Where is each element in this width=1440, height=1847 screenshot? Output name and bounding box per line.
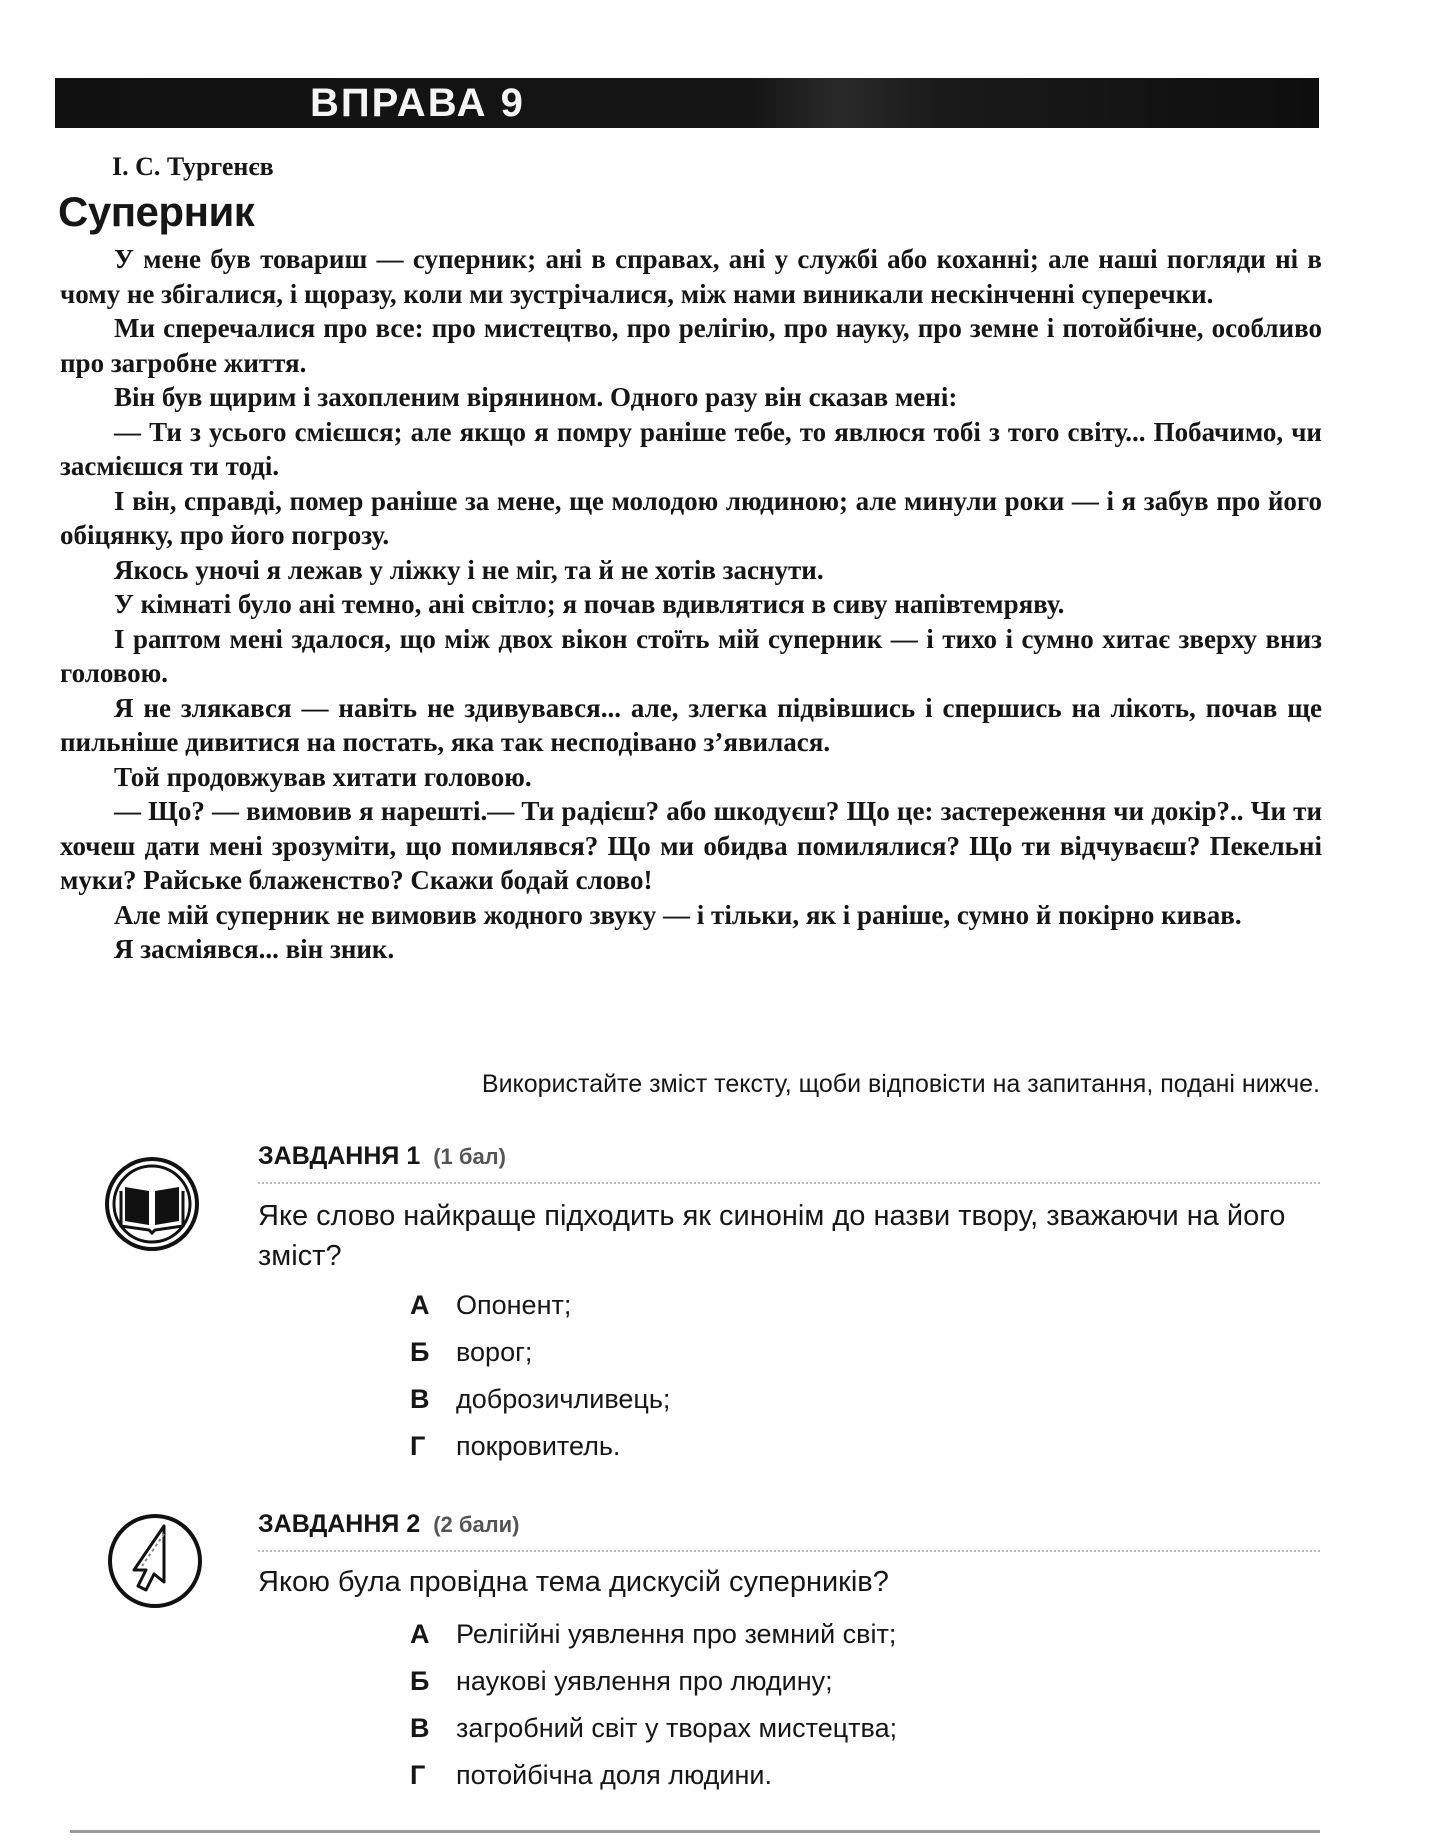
story-paragraph: Той продовжував хитати головою. <box>114 761 532 792</box>
story-paragraph: Я не злякався — навіть не здивувався... але, злегка підвівшись і спершись на лікоть, почав ще пильніше дивитися на постать, яка так несподівано з’явилася. <box>60 692 1322 757</box>
story-paragraph: — Що? — вимовив я нарешті.— Ти радієш? або шкодуєш? Що це: застереження чи докір?.. Чи ти хочеш дати мені зрозуміти, що помилявся? Що ми обидва помилялися? Що ти відчуваєш? Пекельні муки? Райське блаженство? Скажи бодай слово! <box>60 796 1322 895</box>
task-2-points: (2 бали) <box>433 1512 520 1537</box>
option-letter: В <box>410 1384 430 1414</box>
story-paragraph: Я засміявся... він зник. <box>114 934 395 964</box>
story-paragraph: У кімнаті було ані темно, ані світло; я почав вдивлятися в сиву напівтемряву. <box>114 589 1065 619</box>
option-letter: В <box>410 1713 430 1743</box>
option-text: потойбічна доля людини. <box>456 1760 772 1790</box>
story-paragraph: Ми сперечалися про все: про мистецтво, про релігію, про науку, про земне і потойбічне, особливо про загробне життя. <box>60 313 1322 378</box>
option-letter: А <box>410 1290 430 1320</box>
option-text: ворог; <box>456 1337 533 1367</box>
task-1-points: (1 бал) <box>433 1144 506 1169</box>
story-title: Суперник <box>58 188 255 235</box>
option-letter: Г <box>410 1760 426 1790</box>
task-2-options <box>410 1611 897 1799</box>
answer-option[interactable] <box>410 1705 897 1752</box>
story-paragraph: Він був щирим і захопленим вірянином. Одного разу він сказав мені: <box>114 382 958 412</box>
option-letter: Б <box>410 1666 430 1696</box>
answer-option[interactable] <box>410 1752 897 1799</box>
task-2-label: ЗАВДАННЯ 2 <box>258 1510 421 1538</box>
story-paragraph: Якось уночі я лежав у ліжку і не міг, та й не хотів заснути. <box>114 554 824 585</box>
page-footer-rule <box>70 1830 1320 1833</box>
story-paragraph: У мене був товариш — суперник; ані в справах, ані у службі або коханні; але наші погляди ні в чому не збігалися, і щоразу, коли ми зустрічалися, між нами виникали нескінченні суперечки. <box>60 244 1322 309</box>
answer-option[interactable] <box>410 1282 670 1329</box>
answer-option[interactable] <box>410 1376 670 1423</box>
option-text: Релігійні уявлення про земний світ; <box>456 1619 897 1649</box>
exercise-banner <box>55 78 1319 128</box>
task-2-header <box>258 1510 520 1539</box>
answer-option[interactable] <box>410 1611 897 1658</box>
option-text: загробний світ у творах мистецтва; <box>456 1713 898 1743</box>
task-1-question: Яке слово найкраще підходить як синонім до назви твору, зважаючи на його зміст? <box>258 1200 1286 1272</box>
option-letter: А <box>410 1619 430 1649</box>
task-1-header <box>258 1142 506 1171</box>
answer-option[interactable] <box>410 1329 670 1376</box>
cursor-arrow-icon <box>106 1512 204 1610</box>
task-1-label: ЗАВДАННЯ 1 <box>258 1142 421 1170</box>
book-icon <box>103 1155 201 1253</box>
task-1-options <box>410 1282 670 1470</box>
option-text: Опонент; <box>456 1290 572 1320</box>
task-2-question: Якою була провідна тема дискусій суперників? <box>258 1566 889 1598</box>
task-instruction: Використайте зміст тексту, щоби відповісти на запитання, подані нижче. <box>481 1070 1320 1098</box>
story-paragraph: І раптом мені здалося, що між двох вікон стоїть мій суперник — і тихо і сумно хитає зверху вниз головою. <box>60 623 1322 688</box>
exercise-title: ВПРАВА 9 <box>310 81 525 125</box>
divider <box>258 1550 1320 1552</box>
story-paragraph: І він, справді, помер раніше за мене, ще молодою людиною; але минули роки — і я забув про його обіцянку, про його погрозу. <box>60 485 1322 550</box>
option-text: наукові уявлення про людину; <box>456 1666 833 1696</box>
option-letter: Б <box>410 1337 430 1367</box>
story-text <box>60 242 1322 967</box>
story-paragraph: — Ти з усього смієшся; але якщо я помру раніше тебе, то явлюся тобі з того світу... Побачимо, чи засмієшся ти тоді. <box>60 416 1322 481</box>
answer-option[interactable] <box>410 1423 670 1470</box>
option-text: доброзичливець; <box>456 1384 671 1414</box>
option-letter: Г <box>410 1431 426 1461</box>
divider <box>258 1182 1320 1184</box>
answer-option[interactable] <box>410 1658 897 1705</box>
story-paragraph: Але мій суперник не вимовив жодного звуку — і тільки, як і раніше, сумно й покірно кивав. <box>114 899 1242 930</box>
option-text: покровитель. <box>456 1431 621 1461</box>
author-name: І. С. Тургенєв <box>112 152 274 181</box>
